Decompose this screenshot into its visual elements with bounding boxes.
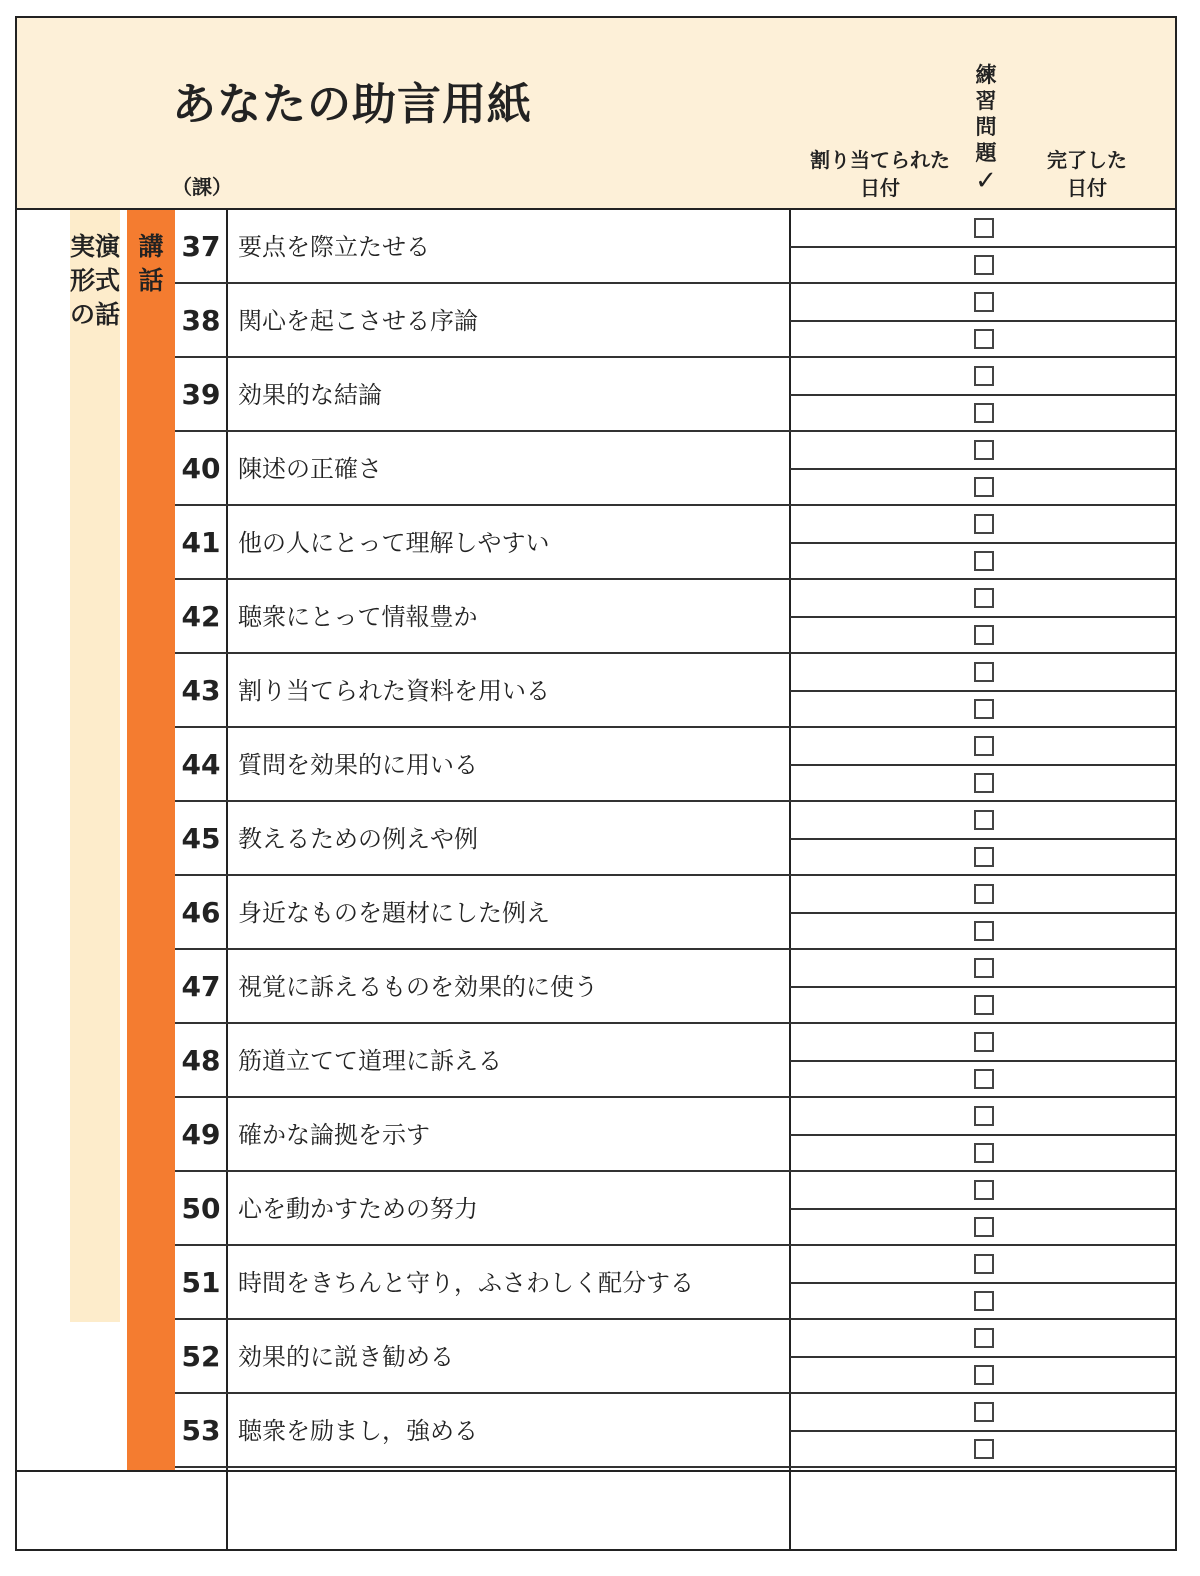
exercise-checkbox[interactable] bbox=[974, 1069, 994, 1089]
lesson-row bbox=[17, 1172, 1175, 1246]
exercise-checkbox[interactable] bbox=[974, 366, 994, 386]
lesson-title: 筋道立てて道理に訴える bbox=[238, 1047, 502, 1075]
exercise-checkbox[interactable] bbox=[974, 1402, 994, 1422]
lesson-title: 時間をきちんと守り，ふさわしく配分する bbox=[238, 1269, 694, 1297]
exercise-checkbox[interactable] bbox=[974, 847, 994, 867]
lesson-row bbox=[17, 1024, 1175, 1098]
exercise-checkbox[interactable] bbox=[974, 1106, 994, 1126]
exercise-checkbox[interactable] bbox=[974, 1439, 994, 1459]
row-divider bbox=[790, 838, 1175, 840]
exercise-checkbox[interactable] bbox=[974, 810, 994, 830]
form-title: あなたの助言用紙 bbox=[172, 79, 532, 130]
row-divider bbox=[790, 1356, 1175, 1358]
lesson-title: 他の人にとって理解しやすい bbox=[238, 529, 550, 557]
exercise-checkbox[interactable] bbox=[974, 440, 994, 460]
lesson-number: 46 bbox=[181, 896, 221, 929]
lesson-number: 45 bbox=[181, 822, 221, 855]
footer-divider bbox=[17, 1470, 1175, 1472]
lesson-number: 52 bbox=[181, 1340, 221, 1373]
lesson-number: 42 bbox=[181, 600, 221, 633]
lesson-title: 割り当てられた資料を用いる bbox=[238, 677, 550, 705]
row-divider bbox=[790, 542, 1175, 544]
row-divider bbox=[790, 986, 1175, 988]
lesson-row bbox=[17, 654, 1175, 728]
exercise-checkbox[interactable] bbox=[974, 1328, 994, 1348]
exercise-checkbox[interactable] bbox=[974, 403, 994, 423]
lesson-number: 38 bbox=[181, 304, 221, 337]
row-divider bbox=[790, 1430, 1175, 1432]
subcategory-label: 講話 bbox=[138, 232, 164, 295]
lesson-row bbox=[17, 1098, 1175, 1172]
lesson-row bbox=[17, 506, 1175, 580]
lesson-row bbox=[17, 210, 1175, 284]
assigned-date-header: 割り当てられた 日付 bbox=[810, 148, 950, 200]
exercise-checkbox[interactable] bbox=[974, 1180, 994, 1200]
lesson-title: 心を動かすための努力 bbox=[238, 1195, 478, 1223]
exercise-checkbox[interactable] bbox=[974, 255, 994, 275]
form-header bbox=[17, 18, 1175, 210]
lesson-row bbox=[17, 1320, 1175, 1394]
lesson-row bbox=[17, 950, 1175, 1024]
lesson-number: 41 bbox=[181, 526, 221, 559]
exercise-checkbox[interactable] bbox=[974, 921, 994, 941]
lesson-title: 要点を際立たせる bbox=[238, 233, 430, 261]
lesson-number: 49 bbox=[181, 1118, 221, 1151]
lesson-number: 51 bbox=[181, 1266, 221, 1299]
completed-date-header: 完了した 日付 bbox=[1047, 148, 1127, 200]
lesson-title: 聴衆を励まし，強める bbox=[238, 1417, 478, 1445]
exercise-checkbox[interactable] bbox=[974, 551, 994, 571]
exercise-checkbox[interactable] bbox=[974, 773, 994, 793]
exercise-checkbox[interactable] bbox=[974, 958, 994, 978]
lesson-number: 48 bbox=[181, 1044, 221, 1077]
lesson-title: 質問を効果的に用いる bbox=[238, 751, 478, 779]
exercise-checkbox[interactable] bbox=[974, 736, 994, 756]
category-label: 実演形式の話 bbox=[70, 232, 121, 329]
lesson-row bbox=[17, 432, 1175, 506]
lesson-title: 聴衆にとって情報豊か bbox=[238, 603, 478, 631]
lesson-number: 53 bbox=[181, 1414, 221, 1447]
lesson-number: 40 bbox=[181, 452, 221, 485]
row-divider bbox=[175, 1466, 1175, 1468]
exercise-checkbox[interactable] bbox=[974, 477, 994, 497]
exercise-header: 練習問題 bbox=[975, 63, 997, 165]
lesson-number: 37 bbox=[181, 230, 221, 263]
exercise-checkbox[interactable] bbox=[974, 218, 994, 238]
exercise-checkbox[interactable] bbox=[974, 329, 994, 349]
lesson-number: 43 bbox=[181, 674, 221, 707]
lesson-row bbox=[17, 1246, 1175, 1320]
exercise-checkbox[interactable] bbox=[974, 1032, 994, 1052]
row-divider bbox=[790, 246, 1175, 248]
lesson-row bbox=[17, 728, 1175, 802]
exercise-checkbox[interactable] bbox=[974, 1291, 994, 1311]
lesson-title: 確かな論拠を示す bbox=[238, 1121, 430, 1149]
exercise-checkbox[interactable] bbox=[974, 625, 994, 645]
lesson-title: 効果的に説き勧める bbox=[238, 1343, 454, 1371]
row-divider bbox=[790, 764, 1175, 766]
lesson-title: 陳述の正確さ bbox=[238, 455, 382, 483]
lesson-number: 47 bbox=[181, 970, 221, 1003]
exercise-checkbox[interactable] bbox=[974, 699, 994, 719]
exercise-checkbox[interactable] bbox=[974, 1143, 994, 1163]
row-divider bbox=[790, 616, 1175, 618]
lesson-title: 身近なものを題材にした例え bbox=[238, 899, 550, 927]
row-divider bbox=[790, 1282, 1175, 1284]
row-divider bbox=[790, 1134, 1175, 1136]
lesson-title: 教えるための例えや例 bbox=[238, 825, 478, 853]
check-mark-icon: ✓ bbox=[975, 166, 997, 196]
exercise-checkbox[interactable] bbox=[974, 1365, 994, 1385]
exercise-checkbox[interactable] bbox=[974, 1254, 994, 1274]
row-divider bbox=[790, 912, 1175, 914]
row-divider bbox=[790, 690, 1175, 692]
lesson-number: 39 bbox=[181, 378, 221, 411]
lesson-row bbox=[17, 1394, 1175, 1468]
lesson-column-label: （課） bbox=[172, 175, 232, 199]
row-divider bbox=[790, 1208, 1175, 1210]
exercise-checkbox[interactable] bbox=[974, 588, 994, 608]
lesson-title: 効果的な結論 bbox=[238, 381, 382, 409]
row-divider bbox=[790, 394, 1175, 396]
exercise-checkbox[interactable] bbox=[974, 1217, 994, 1237]
row-divider bbox=[790, 320, 1175, 322]
row-divider bbox=[790, 1060, 1175, 1062]
exercise-checkbox[interactable] bbox=[974, 292, 994, 312]
exercise-checkbox[interactable] bbox=[974, 884, 994, 904]
lesson-title: 視覚に訴えるものを効果的に使う bbox=[238, 973, 598, 1001]
lesson-title: 関心を起こさせる序論 bbox=[238, 307, 478, 335]
exercise-checkbox[interactable] bbox=[974, 514, 994, 534]
advice-form bbox=[15, 16, 1177, 1551]
lesson-number: 50 bbox=[181, 1192, 221, 1225]
lesson-row bbox=[17, 284, 1175, 358]
exercise-checkbox[interactable] bbox=[974, 995, 994, 1015]
row-divider bbox=[790, 468, 1175, 470]
lesson-number: 44 bbox=[181, 748, 221, 781]
lesson-row bbox=[17, 580, 1175, 654]
lesson-row bbox=[17, 802, 1175, 876]
exercise-checkbox[interactable] bbox=[974, 662, 994, 682]
lesson-row bbox=[17, 876, 1175, 950]
lesson-row bbox=[17, 358, 1175, 432]
